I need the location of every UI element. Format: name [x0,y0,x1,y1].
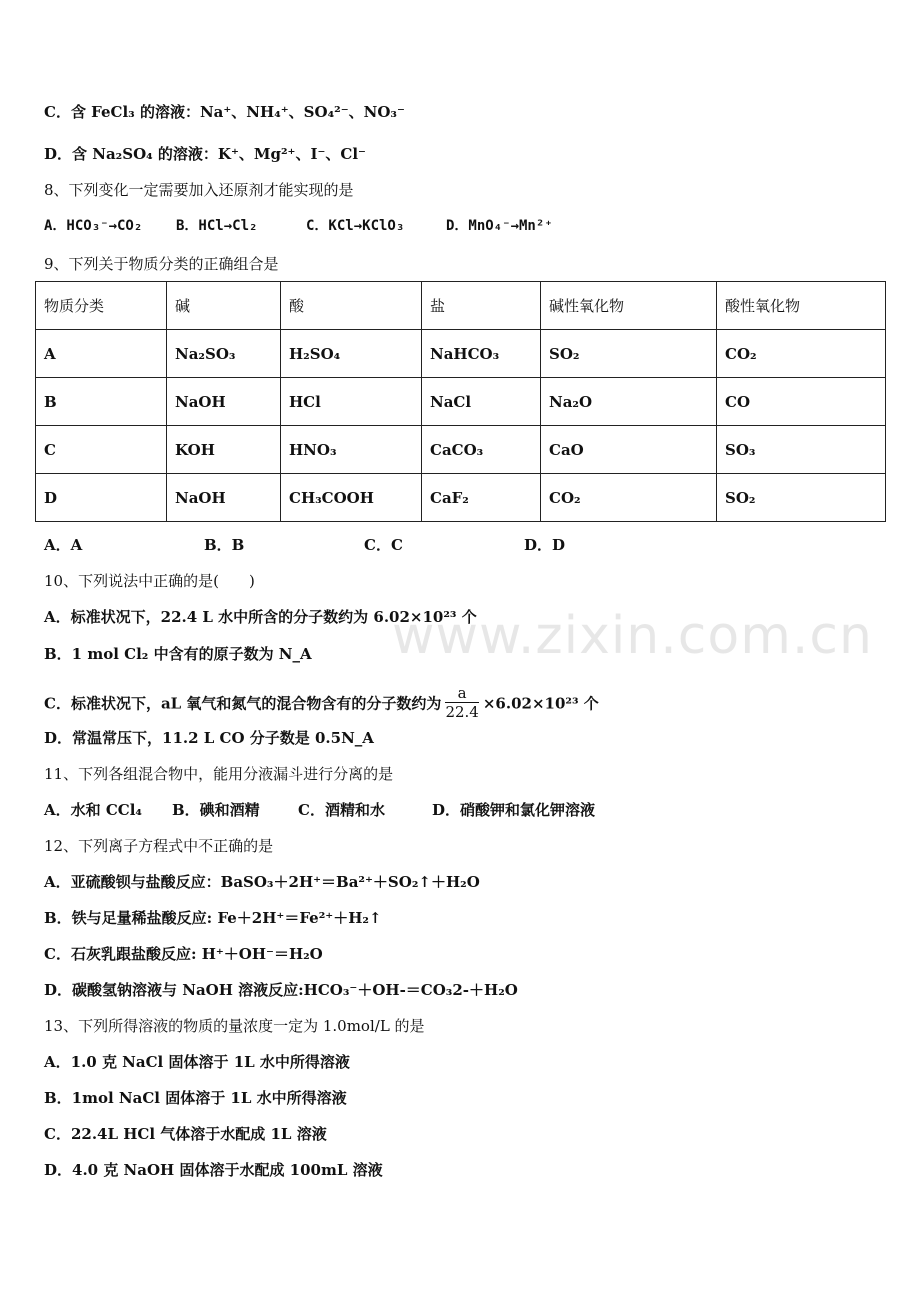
classification-table [35,281,886,522]
q10-option-d: D．常温常压下，11.2 L CO 分子数是 0.5N_A [44,729,374,747]
table-cell: B [36,378,167,426]
table-cell: CaF₂ [422,474,541,522]
q13-option-c: C．22.4L HCl 气体溶于水配成 1L 溶液 [44,1125,327,1143]
q10-stem: 10、下列说法中正确的是( ) [44,572,255,590]
q13-stem: 13、下列所得溶液的物质的量浓度一定为 1.0mol/L 的是 [44,1017,425,1035]
table-cell: NaOH [167,474,281,522]
table-cell: CH₃COOH [281,474,422,522]
q8-option-a: A．HCO₃⁻→CO₂ [44,218,143,234]
q11-option-d: D．硝酸钾和氯化钾溶液 [432,801,596,819]
table-cell: H₂SO₄ [281,330,422,378]
q13-option-a: A．1.0 克 NaCl 固体溶于 1L 水中所得溶液 [44,1053,350,1071]
table-cell: CaCO₃ [422,426,541,474]
table-cell: C [36,426,167,474]
fraction-denominator: 22.4 [445,703,479,721]
q13-option-b: B．1mol NaCl 固体溶于 1L 水中所得溶液 [44,1089,347,1107]
q8-option-d: D．MnO₄⁻→Mn²⁺ [446,218,553,234]
q9-option-d: D．D [524,536,566,554]
q7-option-d: D．含 Na₂SO₄ 的溶液：K⁺、Mg²⁺、I⁻、Cl⁻ [44,145,366,163]
q10-option-c-suffix: ×6.02×10²³ 个 [482,694,599,713]
q11-stem: 11、下列各组混合物中，能用分液漏斗进行分离的是 [44,765,394,783]
table-row [36,474,886,522]
table-cell: SO₃ [717,426,886,474]
table-cell: NaCl [422,378,541,426]
q9-option-b: B．B [204,536,245,554]
q8-option-c: C．KCl→KClO₃ [306,218,405,234]
table-row [36,330,886,378]
q9-stem: 9、下列关于物质分类的正确组合是 [44,255,279,273]
q11-option-a: A．水和 CCl₄ [44,801,143,819]
q10-option-c-text: C．标准状况下，aL 氧气和氮气的混合物含有的分子数约为 [44,694,442,713]
q11-option-b: B．碘和酒精 [172,801,260,819]
fraction [445,684,478,721]
table-header: 酸 [281,282,422,330]
table-row [36,426,886,474]
q9-option-a: A．A [44,536,83,554]
q9-option-c: C．C [364,536,403,554]
q7-option-c: C．含 FeCl₃ 的溶液：Na⁺、NH₄⁺、SO₄²⁻、NO₃⁻ [44,103,405,121]
q11-option-c: C．酒精和水 [298,801,385,819]
q8-options [44,216,553,236]
watermark: www.zixin.com.cn [392,606,873,666]
q8-option-b: B．HCl→Cl₂ [176,218,258,234]
table-cell: D [36,474,167,522]
q11-options [44,800,595,820]
table-cell: Na₂SO₃ [167,330,281,378]
table-header: 酸性氧化物 [717,282,886,330]
table-header: 碱 [167,282,281,330]
table-cell: A [36,330,167,378]
table-header: 物质分类 [36,282,167,330]
table-header-row [36,282,886,330]
q10-option-a: A．标准状况下，22.4 L 水中所含的分子数约为 6.02×10²³ 个 [44,608,477,626]
q12-option-c: C．石灰乳跟盐酸反应: H⁺＋OH⁻＝H₂O [44,945,323,963]
table-cell: Na₂O [541,378,717,426]
table-cell: SO₂ [541,330,717,378]
q13-option-d: D．4.0 克 NaOH 固体溶于水配成 100mL 溶液 [44,1161,383,1179]
q9-options [44,535,565,555]
q10-option-c [44,686,599,723]
table-cell: KOH [167,426,281,474]
table-cell: CO [717,378,886,426]
table-cell: CO₂ [717,330,886,378]
table-cell: HNO₃ [281,426,422,474]
q12-option-d: D．碳酸氢钠溶液与 NaOH 溶液反应:HCO₃⁻＋OH-＝CO₃2-＋H₂O [44,981,518,999]
table-cell: NaHCO₃ [422,330,541,378]
table-header: 碱性氧化物 [541,282,717,330]
q12-stem: 12、下列离子方程式中不正确的是 [44,837,274,855]
table-cell: NaOH [167,378,281,426]
q8-stem: 8、下列变化一定需要加入还原剂才能实现的是 [44,181,354,199]
table-row [36,378,886,426]
q12-option-b: B．铁与足量稀盐酸反应: Fe＋2H⁺＝Fe²⁺＋H₂↑ [44,909,382,927]
q12-option-a: A．亚硫酸钡与盐酸反应：BaSO₃＋2H⁺＝Ba²⁺＋SO₂↑＋H₂O [44,873,480,891]
table-cell: HCl [281,378,422,426]
table-cell: CO₂ [541,474,717,522]
q10-option-b: B．1 mol Cl₂ 中含有的原子数为 N_A [44,645,312,663]
table-cell: CaO [541,426,717,474]
fraction-numerator: a [445,684,478,703]
table-cell: SO₂ [717,474,886,522]
table-header: 盐 [422,282,541,330]
